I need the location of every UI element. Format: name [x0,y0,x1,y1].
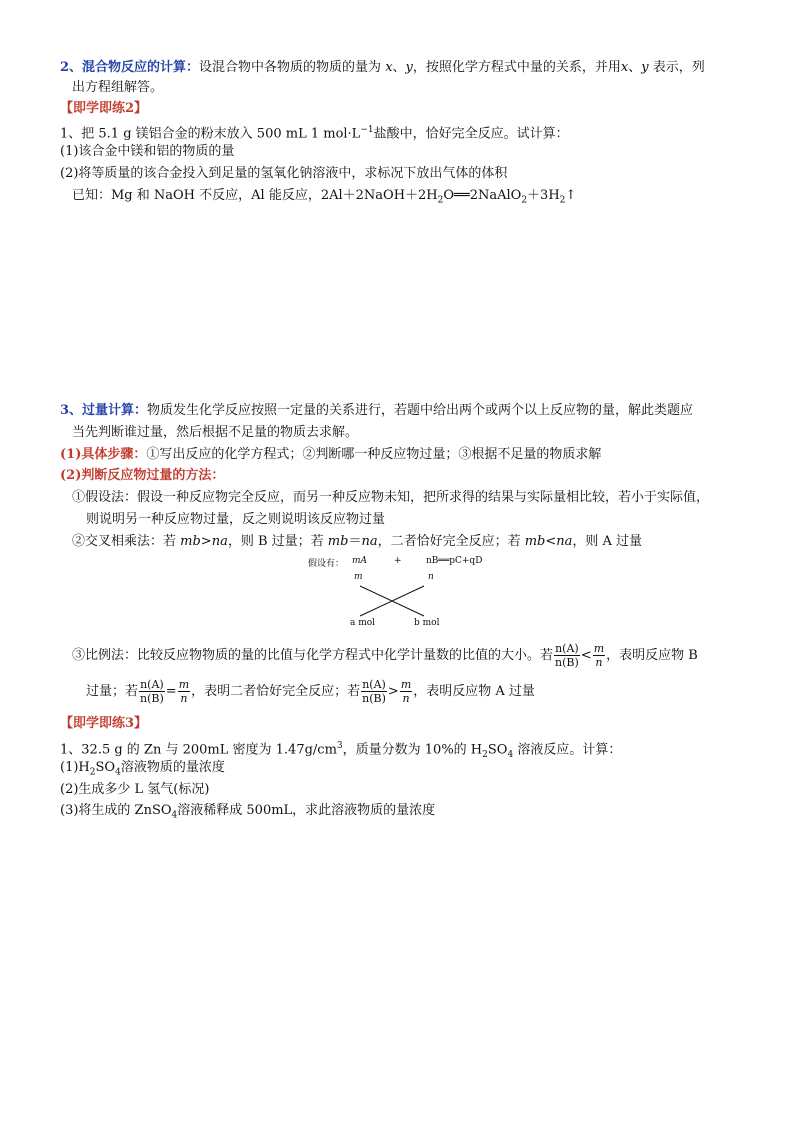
section3-line2: 当先判断谁过量，然后根据不足量的物质去求解。 [72,425,359,440]
practice3-question1: 1、32.5 g 的 Zn 与 200mL 密度为 $1.47g/cm^3$，质量分数为 10%的 $H_2SO_4$ 溶液反应。计算： [60,741,622,760]
diagram-mA: mA [352,556,368,566]
diagram-m: m [354,572,363,582]
section2-line1: 2、混合物反应的计算：设混合物中各物质的物质的量为 x、y，按照化学方程式中量的关系，并用x、y 表示，列 [60,60,705,75]
method1-line1: ①假设法：假设一种反应物完全反应，而另一种反应物未知，把所求得的结果与实际量相比较，若小于实际值， [72,490,710,505]
fraction-nA-nB-3: $\frac{n(A)}{n(B)}$ [362,678,386,705]
section3-steps: (1)具体步骤：①写出反应的化学方程式；②判断哪一种反应物过量；③根据不足量的物质求解 [60,447,602,462]
fraction-m-n: $\frac{m}{n}$ [593,642,605,669]
section2-line2: 出方程组解答。 [72,80,164,95]
diagram-a-mol: a mol [350,618,376,628]
practice2-question1: 1、把 5.1 g 镁铝合金的粉末放入 500 mL 1 $mol\cdot L^{-1}$盐酸中，恰好完全反应。试计算： [60,125,569,142]
section3-heading: 3、过量计算： [60,403,148,418]
fraction-m-n-2: $\frac{m}{n}$ [178,678,190,705]
practice3-question1-part3: (3)将生成的 ZnSO$_4$溶液稀释成 500mL，求此溶液物质的量浓度 [60,803,436,821]
method2-line: ②交叉相乘法：若 mb>na，则 B 过量；若 mb＝na，二者恰好完全反应；若 mb<na，则 A 过量 [72,534,643,549]
section2-heading: 2、混合物反应的计算： [60,60,200,75]
practice3-label: 【即学即练3】 [60,716,148,731]
section3-line1: 3、过量计算：物质发生化学反应按照一定量的关系进行，若题中给出两个或两个以上反应物的量，解此类题应 [60,403,694,418]
practice2-label: 【即学即练2】 [60,101,148,116]
method3-line2: 过量；若 $\frac{n(A)}{n(B)}$ = $\frac{m}{n}$ ，表明二者恰好完全反应；若 $\frac{n(A)}{n(B)}$ > $\frac{m}{n}$ ，表明反应物 A 过量 [86,678,535,705]
method3-line1: ③比例法：比较反应物物质的量的比值与化学方程式中化学计量数的比值的大小。若 $\frac{n(A)}{n(B)}$ < $\frac{m}{n}$ ，表明反应物 B [72,642,698,669]
method1-line2: 则说明另一种反应物过量，反之则说明该反应物过量 [86,512,386,527]
fraction-nA-nB-2: $\frac{n(A)}{n(B)}$ [140,678,164,705]
fraction-nA-nB: $\frac{n(A)}{n(B)}$ [555,642,579,669]
diagram-equation: nB══pC+qD [426,556,483,566]
diagram-assume-label: 假设有： [308,559,345,569]
section3-methods-label: (2)判断反应物过量的方法： [60,468,225,483]
practice2-question1-part2: (2)将等质量的该合金投入到足量的氢氧化钠溶液中，求标况下放出气体的体积 [60,166,508,181]
diagram-b-mol: b mol [414,618,440,628]
fraction-m-n-3: $\frac{m}{n}$ [400,678,412,705]
diagram-n: n [428,572,434,582]
practice2-question1-part1: (1)该合金中镁和铝的物质的量 [60,144,235,159]
cross-multiplication-diagram [300,554,483,634]
diagram-plus: + [394,556,402,566]
practice3-question1-part2: (2)生成多少 L 氢气(标况) [60,782,210,797]
practice2-known-equation: 已知：Mg 和 NaOH 不反应，Al 能反应，$2Al+2NaOH+2H_2O══2NaAlO_2+3H_2↑$ [72,188,577,206]
practice3-question1-part1: $(1)H_2SO_4$溶液物质的量浓度 [60,760,225,778]
